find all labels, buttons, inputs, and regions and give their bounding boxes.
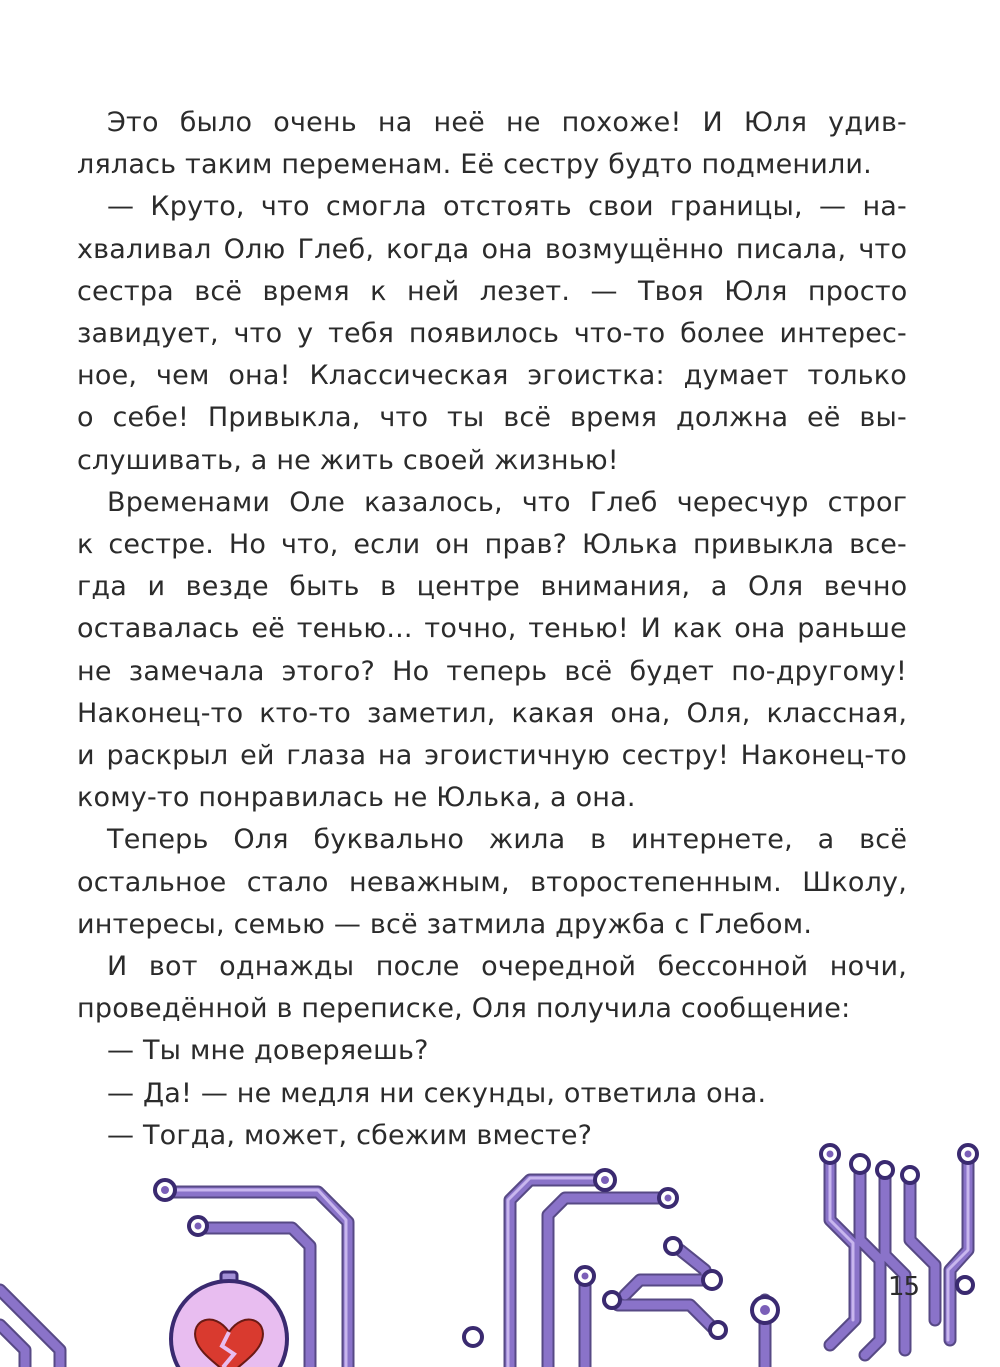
text-line: Это было очень на неё не похоже! И Юля удив- [107,107,907,138]
text-line: лялась таким переменам. Её сестру будто подменили. [77,149,872,181]
text-line: — Круто, что смогла отстоять свои границы, — на- [107,191,907,223]
text-line: гда и везде быть в центре внимания, а Оля вечно [77,571,908,603]
body-text [77,102,907,1157]
text-line: ное, чем она! Классическая эгоистка: думает только [77,360,907,392]
text-line: Наконец-то кто-то заметил, какая она, Оля, классная, [77,697,908,729]
text-line: слушивать, а не жить своей жизнью! [77,444,619,476]
text-line: оставалась её тенью... точно, тенью! И как она раньше [77,613,907,645]
text-line: проведённой в переписке, Оля получила сообщение: [77,993,851,1025]
text-line: Временами Оле казалось, что Глеб чересчур строг [107,486,908,518]
text-line: хваливал Олю Глеб, когда она возмущённо писала, что [77,233,908,265]
text-line: кому-то понравилась не Юлька, а она. [77,782,636,814]
text-line: И вот однажды после очередной бессонной ночи, [107,951,907,983]
text-line: — Ты мне доверяешь? [107,1035,429,1067]
text-line: интересы, семью — всё затмила дружба с Глебом. [77,908,813,940]
text-line: и раскрыл ей глаза на эгоистичную сестру! Наконец-то [77,740,907,772]
text-line: завидует, что у тебя появилось что-то более интерес- [77,318,907,350]
text-line: не замечала этого? Но теперь всё будет по-другому! [77,655,907,687]
text-line: о себе! Привыкла, что ты всё время должна её вы- [77,402,907,434]
text-line: — Да! — не медля ни секунды, ответила она. [107,1077,767,1109]
text-line: — Тогда, может, сбежим вместе? [107,1119,593,1151]
text-line: к сестре. Но что, если он прав? Юлька привыкла все- [77,529,907,561]
page-number: 15 [888,1272,920,1302]
broken-heart-icon [171,1272,287,1367]
circuit-illustration [0,1140,1000,1367]
text-line: сестра всё время к ней лезет. — Твоя Юля просто [77,275,908,307]
text-line: остальное стало неважным, второстепенным. Школу, [77,866,907,898]
text-line: Теперь Оля буквально жила в интернете, а всё [107,824,908,856]
